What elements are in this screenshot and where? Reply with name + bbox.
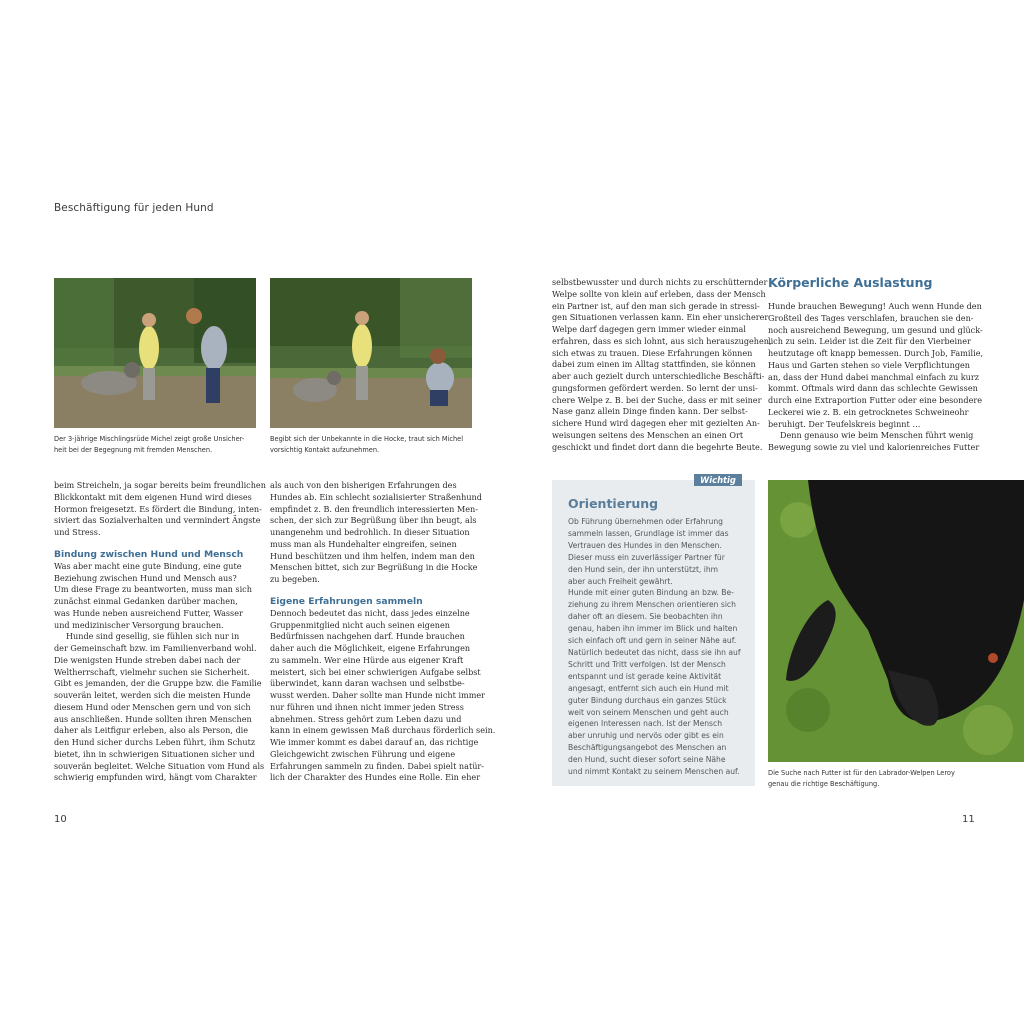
text-line: souverän leitet, werden sich die meisten Hunde bbox=[54, 690, 251, 700]
text-line: schen, der sich zur Begrüßung über ihn beugt, als bbox=[270, 515, 477, 526]
text-line: und medizinischer Versorgung brauchen. bbox=[54, 619, 224, 630]
text-line: an, dass der Hund dabei manchmal einfach zu kurz bbox=[768, 371, 980, 382]
text-line: Denn genauso wie beim Menschen führt wenig bbox=[780, 430, 974, 441]
text-line: beim Streicheln, ja sogar bereits beim freundlichen bbox=[54, 480, 266, 490]
text-line: den Hund, sucht dieser sofort seine Nähe bbox=[568, 755, 726, 765]
info-box-title: Orientierung bbox=[568, 496, 659, 511]
text-line: Gruppenmitglied nicht auch seinen eigenen bbox=[270, 619, 450, 630]
text-line: heutzutage oft knapp bemessen. Durch Job, Familie, bbox=[768, 348, 984, 358]
text-line: Haus und Garten stehen so viele Verpflichtungen bbox=[768, 359, 971, 370]
text-line: kommt. Oftmals wird dann das schlechte Gewissen bbox=[768, 383, 978, 394]
text-line: Hundes ab. Ein schlecht sozialisierter Straßenhund bbox=[270, 491, 482, 502]
column-2 bbox=[270, 480, 496, 784]
text-line: lich zu sein. Leider ist die Zeit für den Vierbeiner bbox=[768, 336, 971, 347]
text-line: Natürlich bedeutet das nicht, dass sie ihn auf bbox=[568, 647, 741, 657]
text-line: Hunde sind gesellig, sie fühlen sich nur in bbox=[66, 631, 240, 642]
text-line: schwierig empfunden wird, hängt vom Charakter bbox=[54, 772, 257, 783]
running-head: Beschäftigung für jeden Hund bbox=[54, 202, 214, 214]
photo2-caption: Begibt sich der Unbekannte in die Hocke, traut sich Michel vorsichtig Kontakt aufzunehmen. bbox=[270, 435, 464, 454]
text-line: abnehmen. Stress gehört zum Leben dazu und bbox=[270, 713, 462, 724]
text-line: erfahren, dass es sich lohnt, aus sich herauszugehen, bbox=[552, 335, 772, 346]
text-line: siviert das Sozialverhalten und vermindert Ängste bbox=[54, 515, 261, 526]
text-line: aus anschließen. Hunde sollten ihren Menschen bbox=[54, 713, 252, 724]
text-line: gen Situationen verlassen kann. Ein eher unsicherer bbox=[552, 312, 769, 323]
text-line: Nase ganz allein Dinge finden kann. Der selbst- bbox=[552, 406, 748, 417]
page-number-left: 10 bbox=[54, 814, 67, 825]
text-line: selbstbewusster und durch nichts zu erschütternder bbox=[552, 277, 768, 287]
text-line: ein Partner ist, auf den man sich gerade in stressi- bbox=[552, 300, 760, 311]
text-line: Hormon freigesetzt. Es fördert die Bindung, inten- bbox=[54, 503, 262, 514]
text-line: Beziehung zwischen Hund und Mensch aus? bbox=[54, 572, 237, 583]
info-box-badge: Wichtig bbox=[694, 474, 742, 486]
text-line: eigenen Interessen nach. Ist der Mensch bbox=[568, 719, 723, 729]
text-line: sich etwas zu trauen. Diese Erfahrungen können bbox=[552, 347, 753, 358]
text-line: Hunde mit einer guten Bindung an bzw. Be- bbox=[568, 588, 734, 598]
photo-michel-contact bbox=[270, 278, 472, 428]
text-line: daher als Leitfigur erleben, also als Person, die bbox=[54, 725, 249, 736]
text-line: genau, haben ihn immer im Blick und halten bbox=[568, 624, 738, 634]
text-line: weisungen seitens des Menschen an einen Ort bbox=[552, 429, 744, 440]
text-line: empfindet z. B. den freundlich interessierten Men- bbox=[270, 503, 478, 514]
text-line: Wie immer kommt es dabei darauf an, das richtige bbox=[270, 737, 479, 747]
text-line: Was aber macht eine gute Bindung, eine gute bbox=[54, 560, 242, 571]
page-number-right: 11 bbox=[962, 814, 975, 825]
text-line: unangenehm und bedrohlich. In dieser Situation bbox=[270, 527, 470, 537]
text-line: was Hunde neben ausreichend Futter, Wasser bbox=[54, 607, 243, 618]
text-line: Leckerei wie z. B. ein getrocknetes Schweineohr bbox=[768, 406, 969, 417]
text-line: muss man als Hundehalter eingreifen, seinen bbox=[270, 538, 457, 549]
text-line: zunächst einmal Gedanken darüber machen, bbox=[54, 596, 238, 606]
text-line: Gibt es jemanden, der die Gruppe bzw. die Familie bbox=[54, 678, 262, 689]
text-line: und Stress. bbox=[54, 527, 101, 537]
text-line: Blickkontakt mit dem eigenen Hund wird dieses bbox=[54, 491, 252, 502]
text-line: meistert, sich bei einer schwierigen Aufgabe selbst bbox=[270, 666, 481, 677]
text-line: Erfahrungen sammeln zu finden. Dabei spielt natür- bbox=[270, 760, 485, 771]
text-line: Bewegung sowie zu viel und kalorienreiches Futter bbox=[768, 442, 980, 452]
text-line: gungsformen gefördert werden. So lernt der unsi- bbox=[552, 382, 758, 393]
text-line: chere Welpe z. B. bei der Suche, dass er mit seiner bbox=[552, 394, 762, 405]
text-line: als auch von den bisherigen Erfahrungen des bbox=[270, 480, 457, 490]
photo1-caption: Der 3-jährige Mischlingsrüde Michel zeigt große Unsicher- heit bei der Begegnung mit fremden Menschen. bbox=[54, 435, 245, 454]
text-line: noch ausreichend Bewegung, um gesund und glück- bbox=[768, 324, 983, 335]
text-line: kann in einem gewissen Maß durchaus förderlich sein. bbox=[270, 725, 496, 736]
column-4 bbox=[768, 301, 984, 454]
text-line: Beschäftigungsangebot des Menschen an bbox=[568, 743, 727, 753]
photo-labrador-puppy bbox=[768, 480, 1024, 762]
text-line: wusst werden. Daher sollte man Hunde nicht immer bbox=[270, 690, 486, 700]
text-line: Die wenigsten Hunde streben dabei nach der bbox=[54, 654, 241, 665]
text-line: Hund beschützen und ihm helfen, indem man den bbox=[270, 550, 475, 561]
text-line: aber auch Freiheit gewährt. bbox=[568, 576, 673, 586]
text-line: Großteil des Tages verschlafen, brauchen sie den- bbox=[768, 312, 974, 323]
subheading-bindung: Bindung zwischen Hund und Mensch bbox=[54, 548, 244, 560]
text-line: aber unruhig und nervös oder gibt es ein bbox=[568, 731, 724, 741]
text-line: zu begeben. bbox=[270, 574, 320, 584]
text-line: Um diese Frage zu beantworten, muss man sich bbox=[54, 584, 252, 595]
text-line: Gleichgewicht zwischen Führung und eigene bbox=[270, 748, 456, 759]
info-box-text bbox=[568, 516, 741, 778]
text-line: lich der Charakter des Hundes eine Rolle. Ein eher bbox=[270, 772, 481, 783]
text-line: entspannt und ist gerade keine Aktivität bbox=[568, 671, 722, 681]
text-line: beruhigt. Der Teufelskreis beginnt … bbox=[768, 418, 921, 429]
text-line: Hunde brauchen Bewegung! Auch wenn Hunde den bbox=[768, 301, 982, 311]
text-line: diesem Hund oder Menschen gern und von sich bbox=[54, 701, 251, 712]
text-line: der Gemeinschaft bzw. im Familienverband wohl. bbox=[54, 643, 257, 653]
photo3-caption: Die Suche nach Futter ist für den Labrador-Welpen Leroy genau die richtige Beschäftigung. bbox=[768, 769, 955, 788]
text-line: souverän begleitet. Welche Situation vom Hund als bbox=[54, 760, 265, 771]
text-line: bietet, ihn in schwierigen Situationen sicher und bbox=[54, 748, 255, 759]
text-line: guter Bindung durchaus ein ganzes Stück bbox=[568, 695, 727, 705]
text-line: Dieser muss ein zuverlässiger Partner für bbox=[568, 552, 725, 562]
text-line: daher auch die Möglichkeit, eigene Erfahrungen bbox=[270, 643, 471, 653]
text-line: Bedürfnissen nachgehen darf. Hunde brauchen bbox=[270, 631, 465, 642]
text-line: überwindet, kann daran wachsen und selbstbe- bbox=[270, 678, 465, 689]
text-line: daher oft an diesem. Sie beobachten ihn bbox=[568, 612, 723, 622]
text-line: angesagt, entfernt sich auch ein Hund mit bbox=[568, 683, 729, 693]
text-line: zu sammeln. Wer eine Hürde aus eigener Kraft bbox=[270, 654, 464, 665]
text-line: aber auch gezielt durch unterschiedliche Beschäfti- bbox=[552, 371, 765, 381]
text-line: Vertrauen des Hundes in den Menschen. bbox=[568, 540, 722, 550]
heading-koerperliche-auslastung: Körperliche Auslastung bbox=[768, 275, 933, 290]
photo-michel-unsure bbox=[54, 278, 256, 428]
text-line: den Hund sicher durchs Leben führt, ihm Schutz bbox=[54, 737, 256, 747]
text-line: sichere Hund wird dagegen eher mit gezielten An- bbox=[552, 418, 760, 428]
text-line: und nimmt Kontakt zu seinem Menschen auf. bbox=[568, 767, 740, 777]
text-line: dabei zum einen im Alltag stattfinden, sie können bbox=[552, 359, 756, 370]
text-line: nur führen und ihnen nicht immer jeden Stress bbox=[270, 701, 464, 712]
text-line: Welpe sollte von klein auf erleben, dass der Mensch bbox=[552, 288, 766, 299]
text-line: Dennoch bedeutet das nicht, dass jedes einzelne bbox=[270, 607, 470, 618]
text-line: geschickt und findet dort dann die begehrte Beute. bbox=[552, 441, 763, 452]
text-line: den Hund sein, der ihn unterstützt, ihm bbox=[568, 564, 719, 574]
subheading-erfahrungen: Eigene Erfahrungen sammeln bbox=[270, 595, 423, 607]
text-line: sammeln lassen, Grundlage ist immer das bbox=[568, 528, 729, 538]
text-line: Menschen bittet, sich zur Begrüßung in die Hocke bbox=[270, 562, 478, 573]
text-line: sich einfach oft und gern in seiner Nähe auf. bbox=[568, 636, 737, 646]
text-line: Schritt und Tritt verfolgen. Ist der Mensch bbox=[568, 659, 726, 669]
text-line: Weltherrschaft, vielmehr suchen sie Sicherheit. bbox=[54, 666, 250, 677]
column-3 bbox=[552, 277, 772, 453]
column-1 bbox=[54, 480, 266, 784]
text-line: ziehung zu ihrem Menschen orientieren sich bbox=[568, 600, 736, 610]
text-line: Ob Führung übernehmen oder Erfahrung bbox=[568, 517, 723, 526]
text-line: weit von seinem Menschen und geht auch bbox=[568, 707, 729, 717]
text-line: Welpe darf dagegen gern immer wieder einmal bbox=[552, 324, 746, 334]
text-line: durch eine Extraportion Futter oder eine besondere bbox=[768, 395, 983, 405]
